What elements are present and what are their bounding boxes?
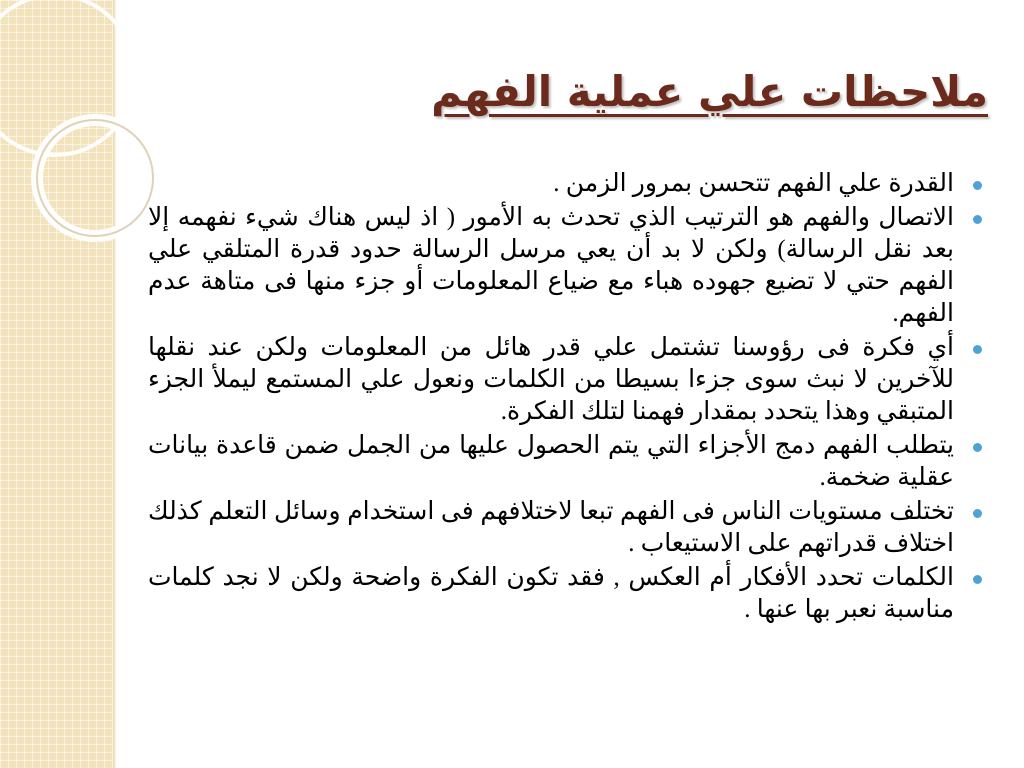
bullet-text: القدرة علي الفهم تتحسن بمرور الزمن . [553, 170, 954, 197]
bullet-item-6 [148, 562, 988, 626]
bullet-text: يتطلب الفهم دمج الأجزاء التي يتم الحصول عليها من الجمل ضمن قاعدة بيانات عقلية ضخمة. [148, 432, 954, 491]
bullet-dot-icon [973, 345, 982, 354]
decorative-circle-shadow [37, 120, 153, 236]
bullet-text: الاتصال والفهم هو الترتيب الذي تحدث به الأمور ( اذ ليس هناك شيء نفهمه إلا بعد نقل الرسالة) ولكن لا بد أن يعي مرسل الرسالة حدود قدرة المتلقي علي الفهم حتي لا تضيع جهوده هباء مع ضياع المعلومات أو جزء منها فى متاهة عدم الفهم. [148, 204, 954, 327]
bullet-item-2 [148, 202, 988, 330]
bullet-text: الكلمات تحدد الأفكار أم العكس , فقد تكون الفكرة واضحة ولكن لا نجد كلمات مناسبة نعبر بها عنها . [148, 564, 954, 623]
bullet-item-4 [148, 430, 988, 494]
bullet-item-3 [148, 332, 988, 428]
bullet-item-1 [148, 168, 988, 200]
bullet-dot-icon [973, 215, 982, 224]
bullet-list [148, 168, 988, 628]
bullet-dot-icon [973, 575, 982, 584]
bullet-dot-icon [973, 509, 982, 518]
bullet-dot-icon [973, 443, 982, 452]
bullet-item-5 [148, 496, 988, 560]
bullet-dot-icon [973, 181, 982, 190]
bullet-text: تختلف مستويات الناس فى الفهم تبعا لاختلافهم فى استخدام وسائل التعلم كذلك اختلاف قدراتهم على الاستيعاب . [148, 498, 954, 557]
slide-title: ملاحظات علي عملية الفهم [431, 67, 988, 116]
bullet-text: أي فكرة فى رؤوسنا تشتمل علي قدر هائل من المعلومات ولكن عند نقلها للآخرين لا نبث سوى جزءا بسيطا من الكلمات ونعول علي المستمع ليملأ الجزء المتبقي وهذا يتحدد بمقدار فهمنا لتلك الفكرة. [148, 334, 954, 425]
